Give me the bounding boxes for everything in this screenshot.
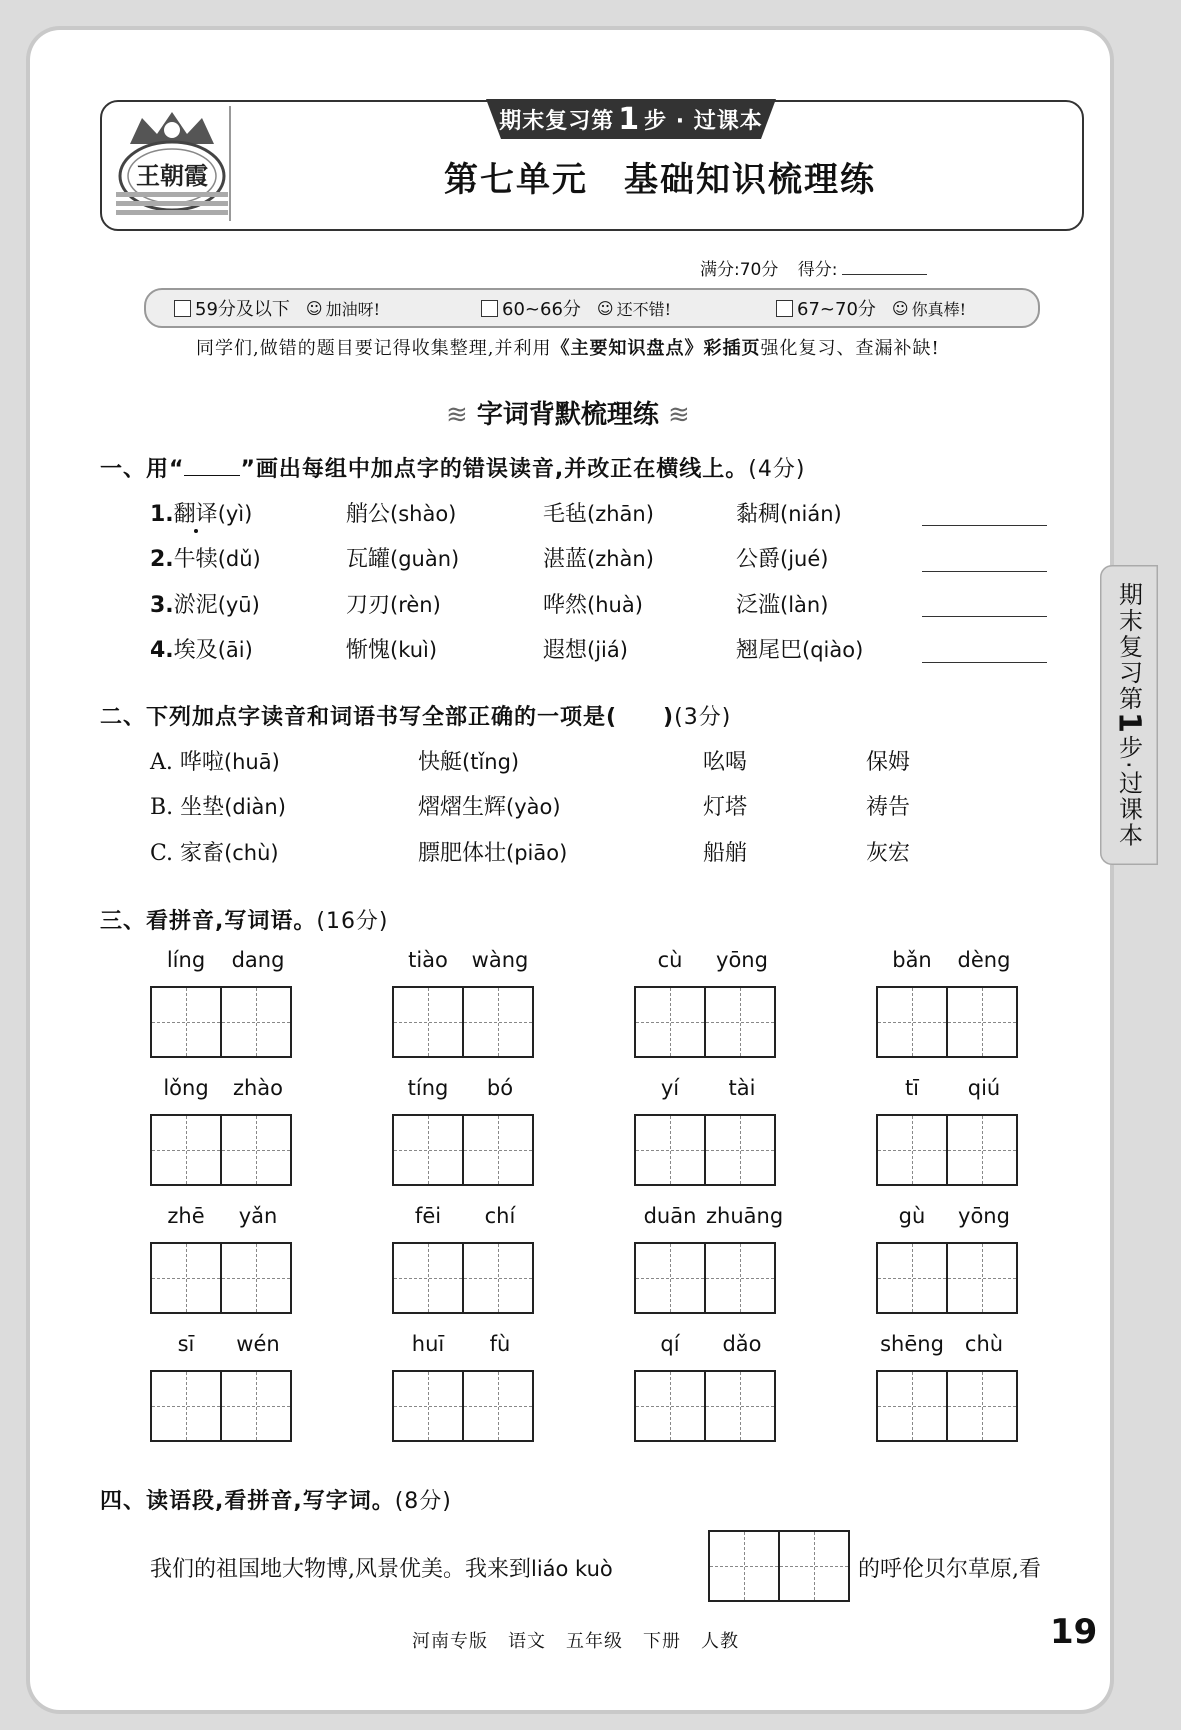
note-post: 强化复习、查漏补缺!	[760, 338, 940, 359]
footer-item: 河南专版	[412, 1631, 488, 1652]
writing-grid[interactable]	[392, 1370, 534, 1442]
pinyin-label: zhào	[232, 1076, 284, 1100]
grading-item	[776, 293, 966, 323]
grid-cell[interactable]	[636, 1244, 704, 1312]
pinyin-label: cù	[657, 948, 683, 972]
writing-grid[interactable]	[634, 1242, 776, 1314]
grid-cell[interactable]	[946, 1244, 1016, 1312]
page-title: 第七单元 基础知识梳理练	[444, 160, 876, 200]
note-pre: 同学们,做错的题目要记得收集整理,并利用	[196, 338, 552, 359]
q2-word: 祷告	[866, 795, 911, 820]
q2-word: 吆喝	[703, 750, 748, 775]
grid-cell[interactable]	[946, 1116, 1016, 1184]
grid-cell[interactable]	[878, 1244, 946, 1312]
q4-pinyin: liáo kuò	[531, 1557, 613, 1581]
pinyin-label: yōng	[716, 948, 768, 972]
pinyin-label: tiào	[408, 948, 448, 972]
q1-item: 遐想(jiá)	[543, 638, 628, 663]
grid-cell[interactable]	[152, 1372, 220, 1440]
q2-option[interactable]: A. 哗啦(huā)	[150, 750, 280, 775]
q2-points: (3分)	[674, 705, 732, 730]
q1-item: 黏稠(nián)	[736, 502, 842, 527]
q1-title	[100, 452, 805, 483]
pinyin-label: líng	[166, 948, 206, 972]
q1-prefix: 一、用“	[100, 457, 185, 482]
writing-grid[interactable]	[392, 986, 534, 1058]
note-bold: 《主要知识盘点》彩插页	[551, 338, 761, 359]
grid-cell[interactable]	[220, 1244, 290, 1312]
grid-cell[interactable]	[220, 988, 290, 1056]
q3-title	[100, 904, 389, 935]
logo-divider	[229, 106, 231, 221]
writing-grid[interactable]	[708, 1530, 850, 1602]
q1-item: 公爵(jué)	[736, 547, 829, 572]
writing-grid[interactable]	[634, 1370, 776, 1442]
grade-range: 59分及以下	[195, 299, 290, 320]
q1-item: 惭愧(kuì)	[346, 638, 438, 663]
section-title	[446, 394, 690, 431]
q2-word: 船艄	[703, 841, 748, 866]
grading-bar	[144, 288, 1040, 328]
pinyin-label: yǎn	[238, 1204, 278, 1228]
pinyin-label: tī	[904, 1076, 920, 1100]
pinyin-label: zhuāng	[706, 1204, 784, 1228]
banner-step-number: 1	[618, 101, 641, 137]
grid-cell[interactable]	[636, 988, 704, 1056]
q2-word: 灯塔	[703, 795, 748, 820]
answer-line[interactable]	[922, 616, 1047, 617]
q2-word: 灰宏	[866, 841, 911, 866]
writing-grid[interactable]	[634, 986, 776, 1058]
instruction-note	[196, 334, 940, 360]
grade-range: 60~66分	[502, 299, 581, 320]
pinyin-label: chù	[964, 1332, 1004, 1356]
q2-word: 保姆	[866, 750, 911, 775]
q4-points: (8分)	[394, 1489, 452, 1514]
grid-cell[interactable]	[462, 1372, 532, 1440]
footer-item: 下册	[643, 1631, 681, 1652]
pinyin-label: qiú	[967, 1076, 1001, 1100]
writing-grid[interactable]	[392, 1242, 534, 1314]
pinyin-label: dèng	[957, 948, 1011, 972]
grade-checkbox[interactable]	[481, 300, 498, 317]
pinyin-label: tài	[728, 1076, 756, 1100]
q1-item: 艄公(shào)	[346, 502, 457, 527]
pinyin-label: zhē	[167, 1204, 205, 1228]
writing-grid[interactable]	[392, 1114, 534, 1186]
banner-pre: 期末复习第	[499, 108, 615, 134]
grade-comment: 还不错!	[616, 299, 672, 319]
pinyin-label: lǒng	[163, 1076, 209, 1100]
grid-cell[interactable]	[462, 1244, 532, 1312]
q1-points: (4分)	[748, 457, 806, 482]
banner-post: 步 · 过课本	[644, 108, 763, 134]
pinyin-label: qí	[660, 1332, 680, 1356]
grade-range: 67~70分	[797, 299, 876, 320]
grid-cell[interactable]	[778, 1532, 848, 1600]
grade-comment: 你真棒!	[911, 299, 967, 319]
pinyin-label: gù	[898, 1204, 926, 1228]
q1-row: 3.淤泥(yū)	[150, 593, 260, 618]
page-number: 19	[1050, 1612, 1098, 1652]
pinyin-label: wàng	[471, 948, 529, 972]
q1-item: 翘尾巴(qiào)	[736, 638, 864, 663]
writing-grid[interactable]	[150, 1370, 292, 1442]
grading-item	[174, 293, 380, 323]
answer-line[interactable]	[922, 571, 1047, 572]
footer-item: 五年级	[566, 1631, 623, 1652]
smiley-icon: ☺	[891, 298, 909, 318]
grid-cell[interactable]	[220, 1372, 290, 1440]
score-label: 得分:	[797, 260, 838, 280]
writing-grid[interactable]	[634, 1114, 776, 1186]
q3-points: (16分)	[316, 909, 389, 934]
grid-cell[interactable]	[636, 1372, 704, 1440]
pinyin-label: tíng	[407, 1076, 449, 1100]
pinyin-label: huī	[411, 1332, 445, 1356]
full-score: 满分:70分	[700, 260, 779, 280]
q2-title	[100, 700, 731, 731]
logo-text: 王朝霞	[136, 161, 208, 190]
grid-cell[interactable]	[878, 1372, 946, 1440]
grid-cell[interactable]	[394, 988, 462, 1056]
side-tab-post: 步·过课本	[1114, 734, 1143, 849]
answer-line[interactable]	[922, 662, 1047, 663]
pinyin-label: bó	[486, 1076, 514, 1100]
grid-cell[interactable]	[152, 1244, 220, 1312]
grid-cell[interactable]	[394, 1244, 462, 1312]
writing-grid[interactable]	[876, 986, 1018, 1058]
pinyin-label: shēng	[880, 1332, 944, 1356]
q1-suffix: ”画出每组中加点字的错误读音,并改正在横线上。	[240, 457, 749, 482]
answer-line[interactable]	[922, 525, 1047, 526]
q1-item: 瓦罐(guàn)	[346, 547, 460, 572]
smiley-icon: ☺	[305, 298, 323, 318]
banner-text	[486, 99, 776, 139]
underline-sample	[184, 475, 240, 476]
pinyin-label: dang	[231, 948, 285, 972]
grid-cell[interactable]	[704, 1116, 774, 1184]
writing-grid[interactable]	[876, 1370, 1018, 1442]
writing-grid[interactable]	[150, 986, 292, 1058]
footer-item: 人教	[701, 1631, 739, 1652]
q1-item: 毛毡(zhān)	[543, 502, 654, 527]
q1-item: 泛滥(làn)	[736, 593, 829, 618]
grid-cell[interactable]	[704, 1372, 774, 1440]
writing-grid[interactable]	[150, 1242, 292, 1314]
q2-word: 快艇(tǐng)	[418, 750, 520, 775]
side-tab-num: 1	[1111, 711, 1147, 735]
score-blank[interactable]	[842, 274, 927, 275]
q2-word: 熠熠生辉(yào)	[418, 795, 561, 820]
q1-row: 4.埃及(āi)	[150, 638, 253, 663]
grid-cell[interactable]	[704, 1244, 774, 1312]
pinyin-label: sī	[177, 1332, 195, 1356]
grid-cell[interactable]	[878, 988, 946, 1056]
footer-item: 语文	[508, 1631, 546, 1652]
q4-title	[100, 1484, 452, 1515]
grid-cell[interactable]	[710, 1532, 778, 1600]
pinyin-label: yí	[660, 1076, 680, 1100]
grade-checkbox[interactable]	[776, 300, 793, 317]
q4-title-text: 四、读语段,看拼音,写字词。	[100, 1489, 395, 1514]
grid-cell[interactable]	[220, 1116, 290, 1184]
writing-grid[interactable]	[876, 1114, 1018, 1186]
pinyin-label: chí	[484, 1204, 516, 1228]
wave-icon: ≋	[667, 400, 690, 430]
grid-cell[interactable]	[946, 988, 1016, 1056]
page-sheet	[30, 30, 1110, 1710]
q4-text-pre: 我们的祖国地大物博,风景优美。我来到liáo kuò	[150, 1557, 613, 1582]
q1-item: 湛蓝(zhàn)	[543, 547, 654, 572]
q2-word: 膘肥体壮(piāo)	[418, 841, 568, 866]
q1-row: 1.翻译(yì)	[150, 502, 253, 527]
writing-grid[interactable]	[150, 1114, 292, 1186]
pinyin-label: fù	[489, 1332, 511, 1356]
q1-item: 刀刃(rèn)	[346, 593, 441, 618]
score-line	[700, 255, 927, 280]
section-title-text: 字词背默梳理练	[476, 400, 659, 430]
q4-text-post: 的呼伦贝尔草原,看	[858, 1557, 1041, 1582]
pinyin-label: bǎn	[892, 948, 932, 972]
grid-cell[interactable]	[394, 1116, 462, 1184]
grid-cell[interactable]	[704, 988, 774, 1056]
grade-checkbox[interactable]	[174, 300, 191, 317]
grid-cell[interactable]	[152, 1116, 220, 1184]
pinyin-label: duān	[643, 1204, 697, 1228]
q2-option[interactable]: B. 坐垫(diàn)	[150, 795, 286, 820]
grid-cell[interactable]	[878, 1116, 946, 1184]
publisher-logo	[112, 104, 232, 222]
q2-title-text: 二、下列加点字读音和词语书写全部正确的一项是( )	[100, 705, 675, 730]
footer	[412, 1627, 759, 1653]
smiley-icon: ☺	[596, 298, 614, 318]
pinyin-label: yōng	[958, 1204, 1010, 1228]
side-tab-pre: 期末复习第	[1114, 581, 1143, 712]
grid-cell[interactable]	[394, 1372, 462, 1440]
grading-item	[481, 293, 671, 323]
grid-cell[interactable]	[462, 1116, 532, 1184]
q3-title-text: 三、看拼音,写词语。	[100, 909, 317, 934]
pinyin-label: dǎo	[722, 1332, 762, 1356]
grade-comment: 加油呀!	[325, 299, 381, 319]
q1-row: 2.牛犊(dǔ)	[150, 547, 261, 572]
pinyin-label: fēi	[414, 1204, 442, 1228]
grid-cell[interactable]	[152, 988, 220, 1056]
grid-cell[interactable]	[636, 1116, 704, 1184]
grid-cell[interactable]	[946, 1372, 1016, 1440]
grid-cell[interactable]	[462, 988, 532, 1056]
pinyin-label: wén	[236, 1332, 280, 1356]
q1-item: 哗然(huà)	[543, 593, 643, 618]
wave-icon: ≋	[446, 400, 468, 430]
q2-option[interactable]: C. 家畜(chù)	[150, 841, 279, 866]
side-tab	[1100, 565, 1158, 865]
writing-grid[interactable]	[876, 1242, 1018, 1314]
